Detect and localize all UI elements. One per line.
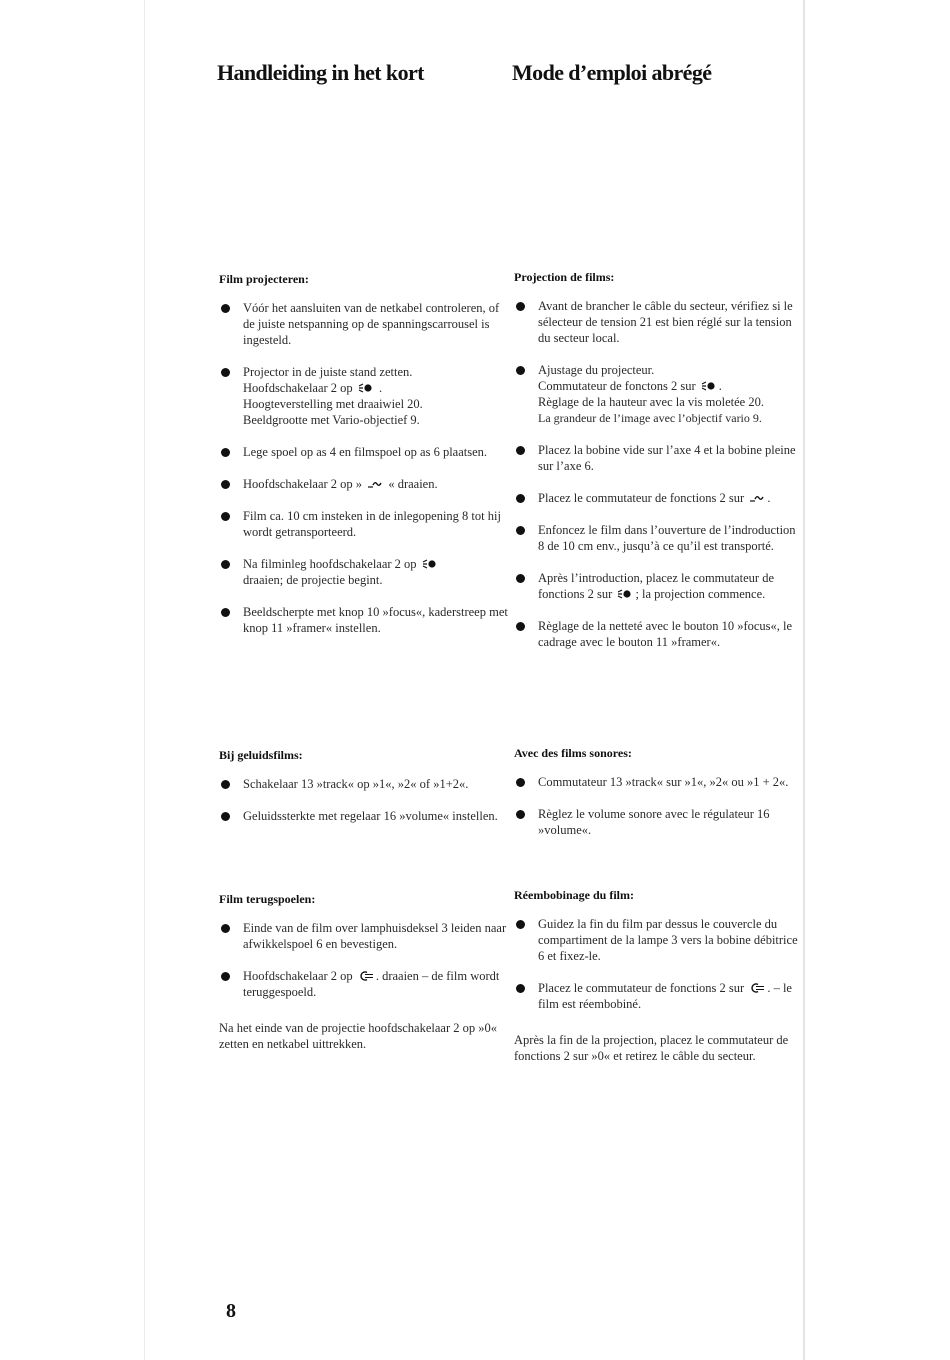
list-item: Projector in de juiste stand zetten. Hoofdschakelaar 2 op . Hoogteverstelling met draaiwiel 20. Beeldgrootte met Vario-objectief 9. bbox=[219, 364, 509, 428]
closing-note: Après la fin de la projection, placez le commutateur de fonctions 2 sur »0« et retirez le câble du secteur. bbox=[514, 1033, 789, 1063]
bullet-icon bbox=[516, 984, 525, 993]
sound-start-icon bbox=[749, 493, 765, 503]
list-item: Ajustage du projecteur. Commutateur de fonctons 2 sur . Règlage de la hauteur avec la vis moletée 20. La grandeur de l’image avec l’objectif vario 9. bbox=[514, 362, 804, 426]
section-heading: Projection de films: bbox=[514, 270, 615, 284]
bullet-icon bbox=[221, 780, 230, 789]
bullet-icon bbox=[221, 924, 230, 933]
list-item: Règlez le volume sonore avec le régulateur 16 »volume«. bbox=[514, 806, 804, 838]
projection-lamp-icon bbox=[358, 383, 374, 393]
list-item: Na filminleg hoofdschakelaar 2 op draaien; de projectie begint. bbox=[219, 556, 509, 588]
list-item: Après l’introduction, placez le commutateur de fonctions 2 sur ; la projection commence. bbox=[514, 570, 804, 602]
list-item: Commutateur 13 »track« sur »1«, »2« ou »1 + 2«. bbox=[514, 774, 804, 790]
list-item: Hoofdschakelaar 2 op » « draaien. bbox=[219, 476, 509, 492]
section-heading: Bij geluidsfilms: bbox=[219, 748, 303, 762]
bullet-icon bbox=[516, 526, 525, 535]
page-number: 8 bbox=[226, 1300, 236, 1322]
bullet-icon bbox=[516, 494, 525, 503]
projection-lamp-icon bbox=[422, 559, 438, 569]
list-item: Geluidssterkte met regelaar 16 »volume« instellen. bbox=[219, 808, 509, 824]
section-heading: Film terugspoelen: bbox=[219, 892, 316, 906]
scan-edge-right bbox=[803, 0, 805, 1360]
closing-note: Na het einde van de projectie hoofdschakelaar 2 op »0« zetten en netkabel uittrekken. bbox=[219, 1021, 498, 1051]
list-item: Film ca. 10 cm insteken in de inlegopening 8 tot hij wordt getransporteerd. bbox=[219, 508, 509, 540]
bullet-icon bbox=[221, 560, 230, 569]
list-item: Beeldscherpte met knop 10 »focus«, kaderstreep met knop 11 »framer« instellen. bbox=[219, 604, 509, 636]
list-item: Avant de brancher le câble du secteur, vérifiez si le sélecteur de tension 21 est bien réglé sur la tension du secteur local. bbox=[514, 298, 804, 346]
bullet-icon bbox=[516, 366, 525, 375]
projection-lamp-icon bbox=[617, 589, 633, 599]
bullet-icon bbox=[516, 574, 525, 583]
section-heading: Film projecteren: bbox=[219, 272, 309, 286]
bullet-icon bbox=[221, 480, 230, 489]
list-item: Enfoncez le film dans l’ouverture de l’indroduction 8 de 10 cm env., jusqu’à ce qu’il est transporté. bbox=[514, 522, 804, 554]
scan-edge-left bbox=[144, 0, 145, 1360]
section-reembobinage bbox=[514, 888, 804, 1064]
bullet-icon bbox=[221, 368, 230, 377]
bullet-icon bbox=[516, 920, 525, 929]
bullet-icon bbox=[516, 810, 525, 819]
bullet-icon bbox=[516, 622, 525, 631]
section-film-projecteren bbox=[219, 272, 509, 652]
section-terugspoelen bbox=[219, 892, 509, 1052]
section-projection-de-films bbox=[514, 270, 804, 666]
section-geluidsfilms bbox=[219, 748, 509, 840]
list-item: Hoofdschakelaar 2 op . draaien – de film wordt teruggespoeld. bbox=[219, 968, 509, 1000]
sound-start-icon bbox=[367, 479, 383, 489]
section-heading: Réembobinage du film: bbox=[514, 888, 634, 902]
list-item: Vóór het aansluiten van de netkabel controleren, of de juiste netspanning op de spanningscarrousel is ingesteld. bbox=[219, 300, 509, 348]
section-films-sonores bbox=[514, 746, 804, 854]
bullet-icon bbox=[221, 304, 230, 313]
list-item: Placez la bobine vide sur l’axe 4 et la bobine pleine sur l’axe 6. bbox=[514, 442, 804, 474]
list-item: Règlage de la netteté avec le bouton 10 »focus«, le cadrage avec le bouton 11 »framer«. bbox=[514, 618, 804, 650]
list-item: Guidez la fin du film par dessus le couvercle du compartiment de la lampe 3 vers la bobine débitrice 6 et fixez-le. bbox=[514, 916, 804, 964]
bullet-icon bbox=[221, 608, 230, 617]
list-item: Schakelaar 13 »track« op »1«, »2« of »1+2«. bbox=[219, 776, 509, 792]
projection-lamp-icon bbox=[701, 381, 717, 391]
bullet-icon bbox=[516, 302, 525, 311]
bullet-icon bbox=[516, 778, 525, 787]
bullet-icon bbox=[516, 446, 525, 455]
title-dutch: Handleiding in het kort bbox=[217, 60, 424, 85]
list-item: Einde van de film over lamphuisdeksel 3 leiden naar afwikkelspoel 6 en bevestigen. bbox=[219, 920, 509, 952]
bullet-icon bbox=[221, 972, 230, 981]
rewind-icon bbox=[749, 983, 765, 993]
title-french: Mode d’emploi abrégé bbox=[512, 60, 712, 85]
bullet-icon bbox=[221, 812, 230, 821]
section-heading: Avec des films sonores: bbox=[514, 746, 632, 760]
bullet-icon bbox=[221, 512, 230, 521]
list-item: Placez le commutateur de fonctions 2 sur . bbox=[514, 490, 804, 506]
bullet-icon bbox=[221, 448, 230, 457]
rewind-icon bbox=[358, 971, 374, 981]
list-item: Lege spoel op as 4 en filmspoel op as 6 plaatsen. bbox=[219, 444, 509, 460]
list-item: Placez le commutateur de fonctions 2 sur . – le film est réembobiné. bbox=[514, 980, 804, 1012]
